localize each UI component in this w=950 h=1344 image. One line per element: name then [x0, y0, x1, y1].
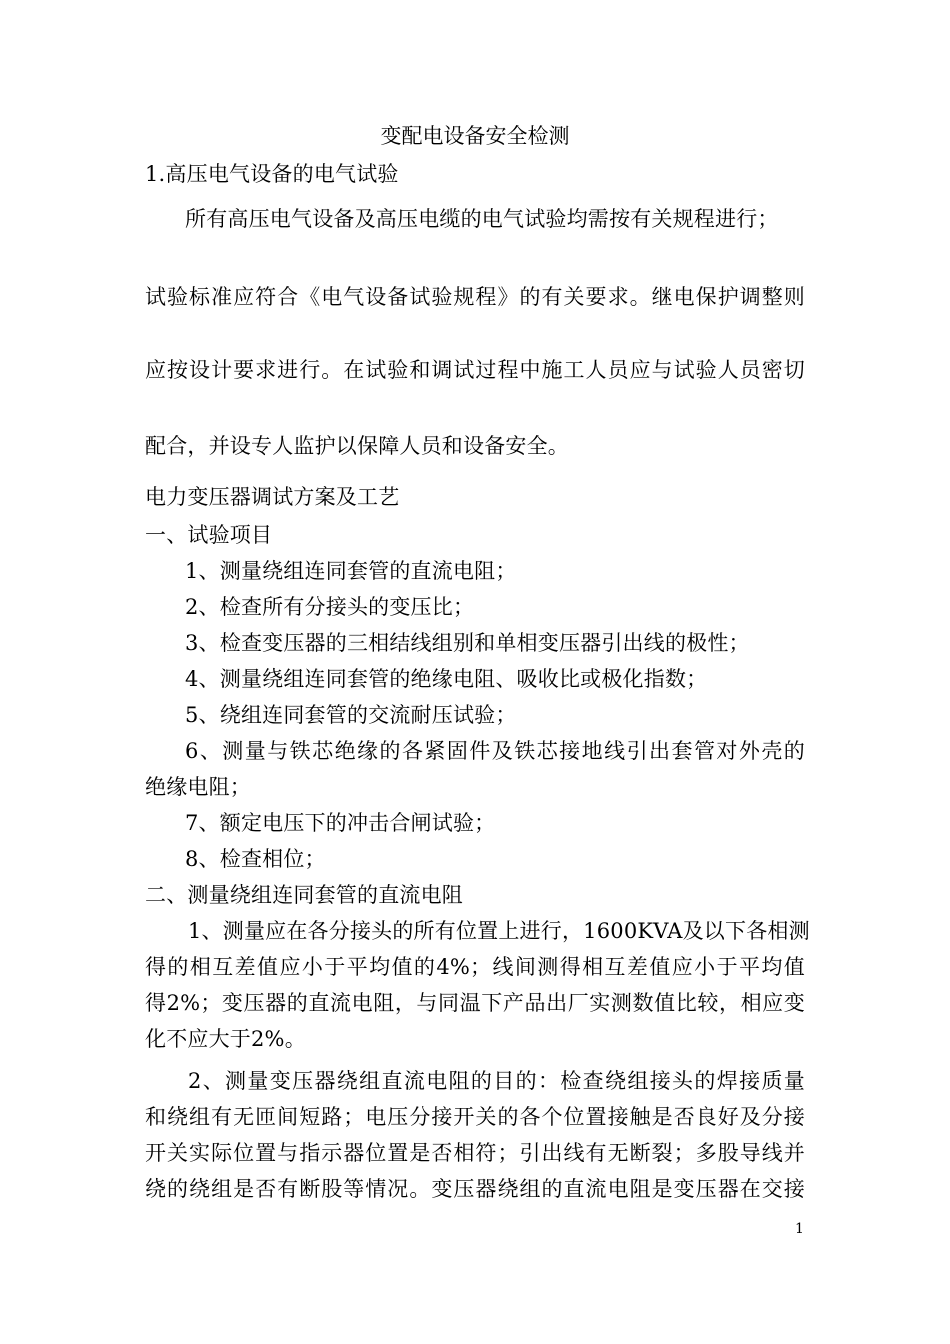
section-heading-1: 1.高压电气设备的电气试验	[145, 162, 399, 186]
section-heading-two: 二、测量绕组连同套管的直流电阻	[145, 883, 463, 907]
section-heading-one: 一、试验项目	[145, 523, 273, 547]
list-item: 3、检查变压器的三相结线组别和单相变压器引出线的极性；	[185, 631, 750, 655]
list-item: 8、检查相位；	[185, 847, 326, 871]
paragraph-line: 应按设计要求进行。在试验和调试过程中施工人员应与试验人员密切	[145, 358, 805, 382]
paragraph-line: 得2%；变压器的直流电阻，与同温下产品出厂实测数值比较，相应变	[145, 991, 805, 1015]
subtitle: 电力变压器调试方案及工艺	[145, 485, 400, 509]
document-title: 变配电设备安全检测	[380, 124, 570, 148]
paragraph-line: 所有高压电气设备及高压电缆的电气试验均需按有关规程进行；	[185, 207, 779, 231]
paragraph-line: 配合，并设专人监护以保障人员和设备安全。	[145, 434, 569, 458]
list-item: 1、测量绕组连同套管的直流电阻；	[185, 559, 517, 583]
page-number: 1	[795, 1221, 804, 1237]
paragraph-line: 绕的绕组是否有断股等情况。变压器绕组的直流电阻是变压器在交接	[145, 1177, 805, 1201]
list-item-continuation: 绝缘电阻；	[145, 775, 251, 799]
paragraph-line: 2、测量变压器绕组直流电阻的目的：检查绕组接头的焊接质量	[188, 1069, 805, 1093]
list-item: 6、测量与铁芯绝缘的各紧固件及铁芯接地线引出套管对外壳的	[185, 739, 805, 763]
paragraph-line: 1、测量应在各分接头的所有位置上进行，1600KVA及以下各相测	[188, 919, 810, 943]
paragraph-line: 开关实际位置与指示器位置是否相符；引出线有无断裂；多股导线并	[145, 1141, 805, 1165]
paragraph-line: 试验标准应符合《电气设备试验规程》的有关要求。继电保护调整则	[145, 285, 805, 309]
list-item: 2、检查所有分接头的变压比；	[185, 595, 475, 619]
list-item: 4、测量绕组连同套管的绝缘电阻、吸收比或极化指数；	[185, 667, 708, 691]
list-item: 7、额定电压下的冲击合闸试验；	[185, 811, 496, 835]
paragraph-line: 得的相互差值应小于平均值的4%；线间测得相互差值应小于平均值	[145, 955, 805, 979]
paragraph-line: 和绕组有无匝间短路；电压分接开关的各个位置接触是否良好及分接	[145, 1105, 805, 1129]
list-item: 5、绕组连同套管的交流耐压试验；	[185, 703, 517, 727]
paragraph-line: 化不应大于2%。	[145, 1027, 306, 1051]
